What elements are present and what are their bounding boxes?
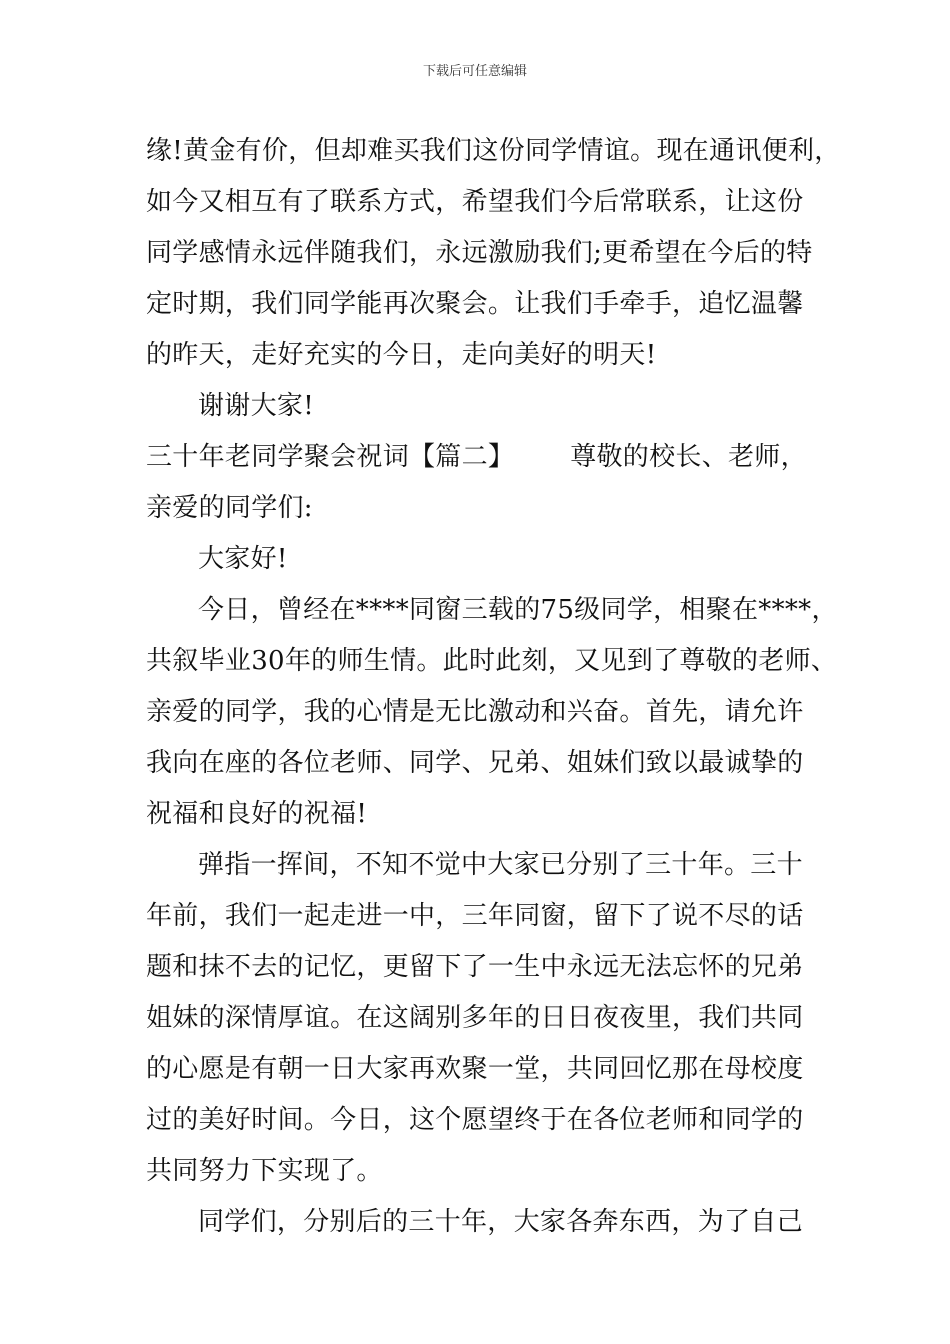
- closing-thanks: 谢谢大家!: [198, 391, 314, 421]
- text-line: 共同努力下实现了。: [146, 1156, 383, 1186]
- text-line: 弹指一挥间，不知不觉中大家已分别了三十年。三十: [198, 850, 803, 880]
- text-line: 如今又相互有了联系方式，希望我们今后常联系，让这份: [146, 187, 804, 217]
- salutation: 尊敬的校长、老师，: [570, 442, 807, 472]
- text-line: 姐妹的深情厚谊。在这阔别多年的日日夜夜里，我们共同: [146, 1003, 804, 1033]
- text-line: 今日，曾经在****同窗三载的75级同学，相聚在****，: [198, 595, 838, 625]
- text-line: 我向在座的各位老师、同学、兄弟、姐妹们致以最诚挚的: [146, 748, 804, 778]
- text-line: 祝福和良好的祝福!: [146, 799, 368, 829]
- text-line: 的心愿是有朝一日大家再欢聚一堂，共同回忆那在母校度: [146, 1054, 804, 1084]
- text-line: 共叙毕业30年的师生情。此时此刻，又见到了尊敬的老师、: [146, 646, 838, 676]
- salutation-line: 亲爱的同学们:: [146, 493, 313, 523]
- text-line: 的昨天，走好充实的今日，走向美好的明天!: [146, 340, 657, 370]
- text-line: 同学们，分别后的三十年，大家各奔东西，为了自己: [198, 1207, 803, 1237]
- text-line: 题和抹不去的记忆，更留下了一生中永远无法忘怀的兄弟: [146, 952, 804, 982]
- text-line: 过的美好时间。今日，这个愿望终于在各位老师和同学的: [146, 1105, 804, 1135]
- page-header: 下载后可任意编辑: [422, 64, 527, 79]
- text-line: 定时期，我们同学能再次聚会。让我们手牵手，追忆温馨: [146, 289, 804, 319]
- text-line: 亲爱的同学，我的心情是无比激动和兴奋。首先，请允许: [146, 697, 804, 727]
- text-line: 同学感情永远伴随我们，永远激励我们;更希望在今后的特: [146, 238, 813, 268]
- section-title: 三十年老同学聚会祝词【篇二】: [146, 442, 515, 472]
- text-line: 年前，我们一起走进一中，三年同窗，留下了说不尽的话: [146, 901, 804, 931]
- text-line: 缘!黄金有价，但却难买我们这份同学情谊。现在通讯便利，: [146, 136, 841, 166]
- document-body: [146, 126, 841, 1248]
- greeting: 大家好!: [198, 544, 288, 574]
- section-heading-line: [146, 432, 816, 483]
